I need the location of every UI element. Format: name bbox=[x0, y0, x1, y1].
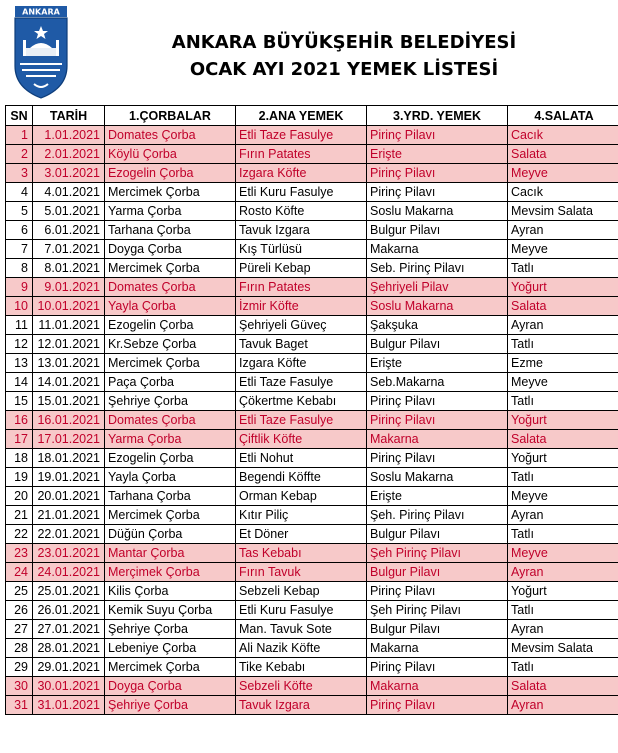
table-row bbox=[6, 430, 618, 449]
cell-main: Etli Taze Fasulye bbox=[236, 373, 367, 392]
cell-soup: Yarma Çorba bbox=[105, 430, 236, 449]
cell-side: Pirinç Pilavı bbox=[367, 696, 508, 715]
cell-side: Pirinç Pilavı bbox=[367, 392, 508, 411]
cell-side: Şeh Pirinç Pilavı bbox=[367, 601, 508, 620]
menu-table bbox=[5, 105, 618, 715]
cell-date: 30.01.2021 bbox=[33, 677, 105, 696]
cell-sn: 19 bbox=[6, 468, 33, 487]
cell-sn: 7 bbox=[6, 240, 33, 259]
cell-main: Fırın Tavuk bbox=[236, 563, 367, 582]
cell-sn: 25 bbox=[6, 582, 33, 601]
cell-side: Pirinç Pilavı bbox=[367, 449, 508, 468]
cell-salad: Yoğurt bbox=[508, 582, 618, 601]
cell-soup: Domates Çorba bbox=[105, 278, 236, 297]
cell-main: Püreli Kebap bbox=[236, 259, 367, 278]
cell-side: Şeh Pirinç Pilavı bbox=[367, 544, 508, 563]
cell-main: Tavuk Izgara bbox=[236, 696, 367, 715]
cell-side: Soslu Makarna bbox=[367, 297, 508, 316]
cell-date: 29.01.2021 bbox=[33, 658, 105, 677]
cell-soup: Mantar Çorba bbox=[105, 544, 236, 563]
col-header-sn: SN bbox=[6, 106, 33, 126]
cell-side: Soslu Makarna bbox=[367, 468, 508, 487]
cell-soup: Doyga Çorba bbox=[105, 240, 236, 259]
cell-date: 14.01.2021 bbox=[33, 373, 105, 392]
cell-soup: Domates Çorba bbox=[105, 411, 236, 430]
cell-salad: Meyve bbox=[508, 544, 618, 563]
cell-side: Pirinç Pilavı bbox=[367, 183, 508, 202]
table-row bbox=[6, 658, 618, 677]
cell-date: 23.01.2021 bbox=[33, 544, 105, 563]
cell-sn: 28 bbox=[6, 639, 33, 658]
cell-side: Makarna bbox=[367, 240, 508, 259]
cell-soup: Yarma Çorba bbox=[105, 202, 236, 221]
cell-sn: 12 bbox=[6, 335, 33, 354]
cell-main: Rosto Köfte bbox=[236, 202, 367, 221]
cell-main: Sebzeli Kebap bbox=[236, 582, 367, 601]
cell-soup: Ezogelin Çorba bbox=[105, 316, 236, 335]
cell-soup: Kilis Çorba bbox=[105, 582, 236, 601]
cell-date: 22.01.2021 bbox=[33, 525, 105, 544]
cell-salad: Yoğurt bbox=[508, 449, 618, 468]
cell-salad: Tatlı bbox=[508, 392, 618, 411]
cell-side: Pirinç Pilavı bbox=[367, 126, 508, 145]
cell-date: 2.01.2021 bbox=[33, 145, 105, 164]
cell-soup: Domates Çorba bbox=[105, 126, 236, 145]
table-row bbox=[6, 259, 618, 278]
cell-sn: 1 bbox=[6, 126, 33, 145]
cell-date: 21.01.2021 bbox=[33, 506, 105, 525]
cell-date: 5.01.2021 bbox=[33, 202, 105, 221]
cell-main: Kış Türlüsü bbox=[236, 240, 367, 259]
cell-main: Orman Kebap bbox=[236, 487, 367, 506]
table-row bbox=[6, 392, 618, 411]
cell-date: 13.01.2021 bbox=[33, 354, 105, 373]
cell-sn: 3 bbox=[6, 164, 33, 183]
cell-sn: 24 bbox=[6, 563, 33, 582]
cell-date: 3.01.2021 bbox=[33, 164, 105, 183]
cell-salad: Meyve bbox=[508, 487, 618, 506]
table-row bbox=[6, 240, 618, 259]
table-row bbox=[6, 373, 618, 392]
cell-side: Bulgur Pilavı bbox=[367, 620, 508, 639]
table-row bbox=[6, 468, 618, 487]
cell-side: Bulgur Pilavı bbox=[367, 221, 508, 240]
cell-date: 9.01.2021 bbox=[33, 278, 105, 297]
cell-soup: Mercimek Çorba bbox=[105, 658, 236, 677]
cell-sn: 4 bbox=[6, 183, 33, 202]
cell-sn: 18 bbox=[6, 449, 33, 468]
table-row bbox=[6, 278, 618, 297]
cell-date: 20.01.2021 bbox=[33, 487, 105, 506]
cell-side: Şeh. Pirinç Pilavı bbox=[367, 506, 508, 525]
table-row bbox=[6, 297, 618, 316]
organization-title: ANKARA BÜYÜKŞEHİR BELEDİYESİ bbox=[171, 32, 517, 53]
cell-side: Bulgur Pilavı bbox=[367, 335, 508, 354]
menu-body bbox=[6, 126, 618, 715]
cell-sn: 22 bbox=[6, 525, 33, 544]
cell-soup: Şehriye Çorba bbox=[105, 392, 236, 411]
cell-soup: Tarhana Çorba bbox=[105, 487, 236, 506]
menu-title: OCAK AYI 2021 YEMEK LİSTESİ bbox=[189, 59, 499, 80]
table-row bbox=[6, 411, 618, 430]
cell-soup: Tarhana Çorba bbox=[105, 221, 236, 240]
table-row bbox=[6, 126, 618, 145]
cell-main: Begendi Köffte bbox=[236, 468, 367, 487]
table-row bbox=[6, 354, 618, 373]
cell-main: Tavuk Baget bbox=[236, 335, 367, 354]
cell-date: 31.01.2021 bbox=[33, 696, 105, 715]
cell-main: Ali Nazik Köfte bbox=[236, 639, 367, 658]
cell-main: Tavuk Izgara bbox=[236, 221, 367, 240]
cell-main: Fırın Patates bbox=[236, 278, 367, 297]
cell-date: 26.01.2021 bbox=[33, 601, 105, 620]
table-row bbox=[6, 145, 618, 164]
cell-date: 6.01.2021 bbox=[33, 221, 105, 240]
table-row bbox=[6, 506, 618, 525]
cell-soup: Ezogelin Çorba bbox=[105, 449, 236, 468]
cell-date: 12.01.2021 bbox=[33, 335, 105, 354]
cell-sn: 21 bbox=[6, 506, 33, 525]
cell-side: Pirinç Pilavı bbox=[367, 582, 508, 601]
cell-main: Etli Kuru Fasulye bbox=[236, 183, 367, 202]
cell-sn: 29 bbox=[6, 658, 33, 677]
cell-side: Pirinç Pilavı bbox=[367, 164, 508, 183]
cell-soup: Mercimek Çorba bbox=[105, 506, 236, 525]
ankara-logo bbox=[12, 4, 70, 100]
cell-sn: 5 bbox=[6, 202, 33, 221]
cell-soup: Kr.Sebze Çorba bbox=[105, 335, 236, 354]
cell-main: Etli Nohut bbox=[236, 449, 367, 468]
cell-main: İzmir Köfte bbox=[236, 297, 367, 316]
cell-side: Makarna bbox=[367, 639, 508, 658]
cell-soup: Mercimek Çorba bbox=[105, 354, 236, 373]
table-row bbox=[6, 335, 618, 354]
table-row bbox=[6, 525, 618, 544]
table-row bbox=[6, 620, 618, 639]
cell-main: Çökertme Kebabı bbox=[236, 392, 367, 411]
cell-soup: Mercimek Çorba bbox=[105, 259, 236, 278]
cell-main: Şehriyeli Güveç bbox=[236, 316, 367, 335]
col-header-soup: 1.ÇORBALAR bbox=[105, 106, 236, 126]
cell-date: 17.01.2021 bbox=[33, 430, 105, 449]
table-row bbox=[6, 582, 618, 601]
col-header-date: TARİH bbox=[33, 106, 105, 126]
cell-salad: Mevsim Salata bbox=[508, 639, 618, 658]
cell-side: Pirinç Pilavı bbox=[367, 658, 508, 677]
cell-side: Erişte bbox=[367, 145, 508, 164]
cell-date: 18.01.2021 bbox=[33, 449, 105, 468]
cell-sn: 14 bbox=[6, 373, 33, 392]
cell-date: 27.01.2021 bbox=[33, 620, 105, 639]
cell-soup: Yayla Çorba bbox=[105, 297, 236, 316]
cell-sn: 8 bbox=[6, 259, 33, 278]
cell-side: Soslu Makarna bbox=[367, 202, 508, 221]
cell-date: 24.01.2021 bbox=[33, 563, 105, 582]
cell-salad: Ezme bbox=[508, 354, 618, 373]
col-header-main: 2.ANA YEMEK bbox=[236, 106, 367, 126]
svg-text:ANKARA: ANKARA bbox=[22, 7, 60, 17]
table-row bbox=[6, 183, 618, 202]
cell-main: Kıtır Piliç bbox=[236, 506, 367, 525]
cell-salad: Tatlı bbox=[508, 335, 618, 354]
table-row bbox=[6, 696, 618, 715]
cell-side: Şakşuka bbox=[367, 316, 508, 335]
cell-date: 28.01.2021 bbox=[33, 639, 105, 658]
cell-soup: Merçimek Çorba bbox=[105, 563, 236, 582]
table-row bbox=[6, 601, 618, 620]
cell-main: Et Döner bbox=[236, 525, 367, 544]
cell-main: Izgara Köfte bbox=[236, 354, 367, 373]
table-row bbox=[6, 563, 618, 582]
cell-sn: 16 bbox=[6, 411, 33, 430]
cell-side: Erişte bbox=[367, 354, 508, 373]
cell-side: Seb.Makarna bbox=[367, 373, 508, 392]
cell-main: Çiftlik Köfte bbox=[236, 430, 367, 449]
cell-date: 10.01.2021 bbox=[33, 297, 105, 316]
cell-soup: Köylü Çorba bbox=[105, 145, 236, 164]
cell-date: 11.01.2021 bbox=[33, 316, 105, 335]
cell-side: Makarna bbox=[367, 430, 508, 449]
cell-main: Etli Taze Fasulye bbox=[236, 126, 367, 145]
cell-salad: Ayran bbox=[508, 316, 618, 335]
cell-soup: Doyga Çorba bbox=[105, 677, 236, 696]
cell-sn: 6 bbox=[6, 221, 33, 240]
cell-sn: 23 bbox=[6, 544, 33, 563]
col-header-side: 3.YRD. YEMEK bbox=[367, 106, 508, 126]
cell-date: 16.01.2021 bbox=[33, 411, 105, 430]
cell-soup: Yayla Çorba bbox=[105, 468, 236, 487]
table-row bbox=[6, 164, 618, 183]
cell-salad: Ayran bbox=[508, 221, 618, 240]
cell-side: Erişte bbox=[367, 487, 508, 506]
header bbox=[0, 0, 618, 104]
col-header-salad: 4.SALATA bbox=[508, 106, 618, 126]
cell-soup: Mercimek Çorba bbox=[105, 183, 236, 202]
cell-salad: Yoğurt bbox=[508, 411, 618, 430]
cell-salad: Ayran bbox=[508, 563, 618, 582]
cell-salad: Tatlı bbox=[508, 259, 618, 278]
cell-soup: Ezogelin Çorba bbox=[105, 164, 236, 183]
cell-main: Etli Taze Fasulye bbox=[236, 411, 367, 430]
table-row bbox=[6, 449, 618, 468]
cell-side: Seb. Pirinç Pilavı bbox=[367, 259, 508, 278]
header-row bbox=[6, 106, 618, 126]
cell-salad: Salata bbox=[508, 145, 618, 164]
cell-sn: 13 bbox=[6, 354, 33, 373]
cell-side: Pirinç Pilavı bbox=[367, 411, 508, 430]
cell-sn: 2 bbox=[6, 145, 33, 164]
cell-sn: 26 bbox=[6, 601, 33, 620]
cell-date: 8.01.2021 bbox=[33, 259, 105, 278]
table-row bbox=[6, 316, 618, 335]
cell-salad: Tatlı bbox=[508, 658, 618, 677]
cell-sn: 10 bbox=[6, 297, 33, 316]
cell-salad: Meyve bbox=[508, 373, 618, 392]
table-row bbox=[6, 544, 618, 563]
table-row bbox=[6, 487, 618, 506]
cell-salad: Tatlı bbox=[508, 468, 618, 487]
cell-side: Makarna bbox=[367, 677, 508, 696]
cell-soup: Şehriye Çorba bbox=[105, 620, 236, 639]
table-row bbox=[6, 202, 618, 221]
cell-salad: Salata bbox=[508, 297, 618, 316]
table-row bbox=[6, 677, 618, 696]
cell-salad: Meyve bbox=[508, 240, 618, 259]
cell-soup: Düğün Çorba bbox=[105, 525, 236, 544]
cell-salad: Meyve bbox=[508, 164, 618, 183]
cell-main: Sebzeli Köfte bbox=[236, 677, 367, 696]
table-row bbox=[6, 639, 618, 658]
cell-main: Tike Kebabı bbox=[236, 658, 367, 677]
cell-salad: Tatlı bbox=[508, 525, 618, 544]
cell-side: Şehriyeli Pilav bbox=[367, 278, 508, 297]
cell-salad: Ayran bbox=[508, 696, 618, 715]
cell-sn: 9 bbox=[6, 278, 33, 297]
cell-sn: 27 bbox=[6, 620, 33, 639]
cell-sn: 17 bbox=[6, 430, 33, 449]
cell-soup: Kemik Suyu Çorba bbox=[105, 601, 236, 620]
cell-main: Tas Kebabı bbox=[236, 544, 367, 563]
cell-soup: Paça Çorba bbox=[105, 373, 236, 392]
cell-sn: 31 bbox=[6, 696, 33, 715]
cell-salad: Tatlı bbox=[508, 601, 618, 620]
cell-main: Izgara Köfte bbox=[236, 164, 367, 183]
cell-main: Man. Tavuk Sote bbox=[236, 620, 367, 639]
cell-salad: Yoğurt bbox=[508, 278, 618, 297]
cell-sn: 30 bbox=[6, 677, 33, 696]
table-row bbox=[6, 221, 618, 240]
cell-sn: 11 bbox=[6, 316, 33, 335]
cell-salad: Ayran bbox=[508, 506, 618, 525]
cell-side: Bulgur Pilavı bbox=[367, 525, 508, 544]
cell-main: Fırın Patates bbox=[236, 145, 367, 164]
cell-salad: Ayran bbox=[508, 620, 618, 639]
cell-salad: Mevsim Salata bbox=[508, 202, 618, 221]
cell-salad: Cacık bbox=[508, 183, 618, 202]
cell-date: 1.01.2021 bbox=[33, 126, 105, 145]
cell-date: 25.01.2021 bbox=[33, 582, 105, 601]
cell-main: Etli Kuru Fasulye bbox=[236, 601, 367, 620]
cell-soup: Lebeniye Çorba bbox=[105, 639, 236, 658]
cell-side: Bulgur Pilavı bbox=[367, 563, 508, 582]
cell-date: 4.01.2021 bbox=[33, 183, 105, 202]
cell-salad: Salata bbox=[508, 430, 618, 449]
cell-salad: Cacık bbox=[508, 126, 618, 145]
cell-salad: Salata bbox=[508, 677, 618, 696]
cell-sn: 20 bbox=[6, 487, 33, 506]
cell-sn: 15 bbox=[6, 392, 33, 411]
cell-soup: Şehriye Çorba bbox=[105, 696, 236, 715]
cell-date: 19.01.2021 bbox=[33, 468, 105, 487]
cell-date: 7.01.2021 bbox=[33, 240, 105, 259]
cell-date: 15.01.2021 bbox=[33, 392, 105, 411]
